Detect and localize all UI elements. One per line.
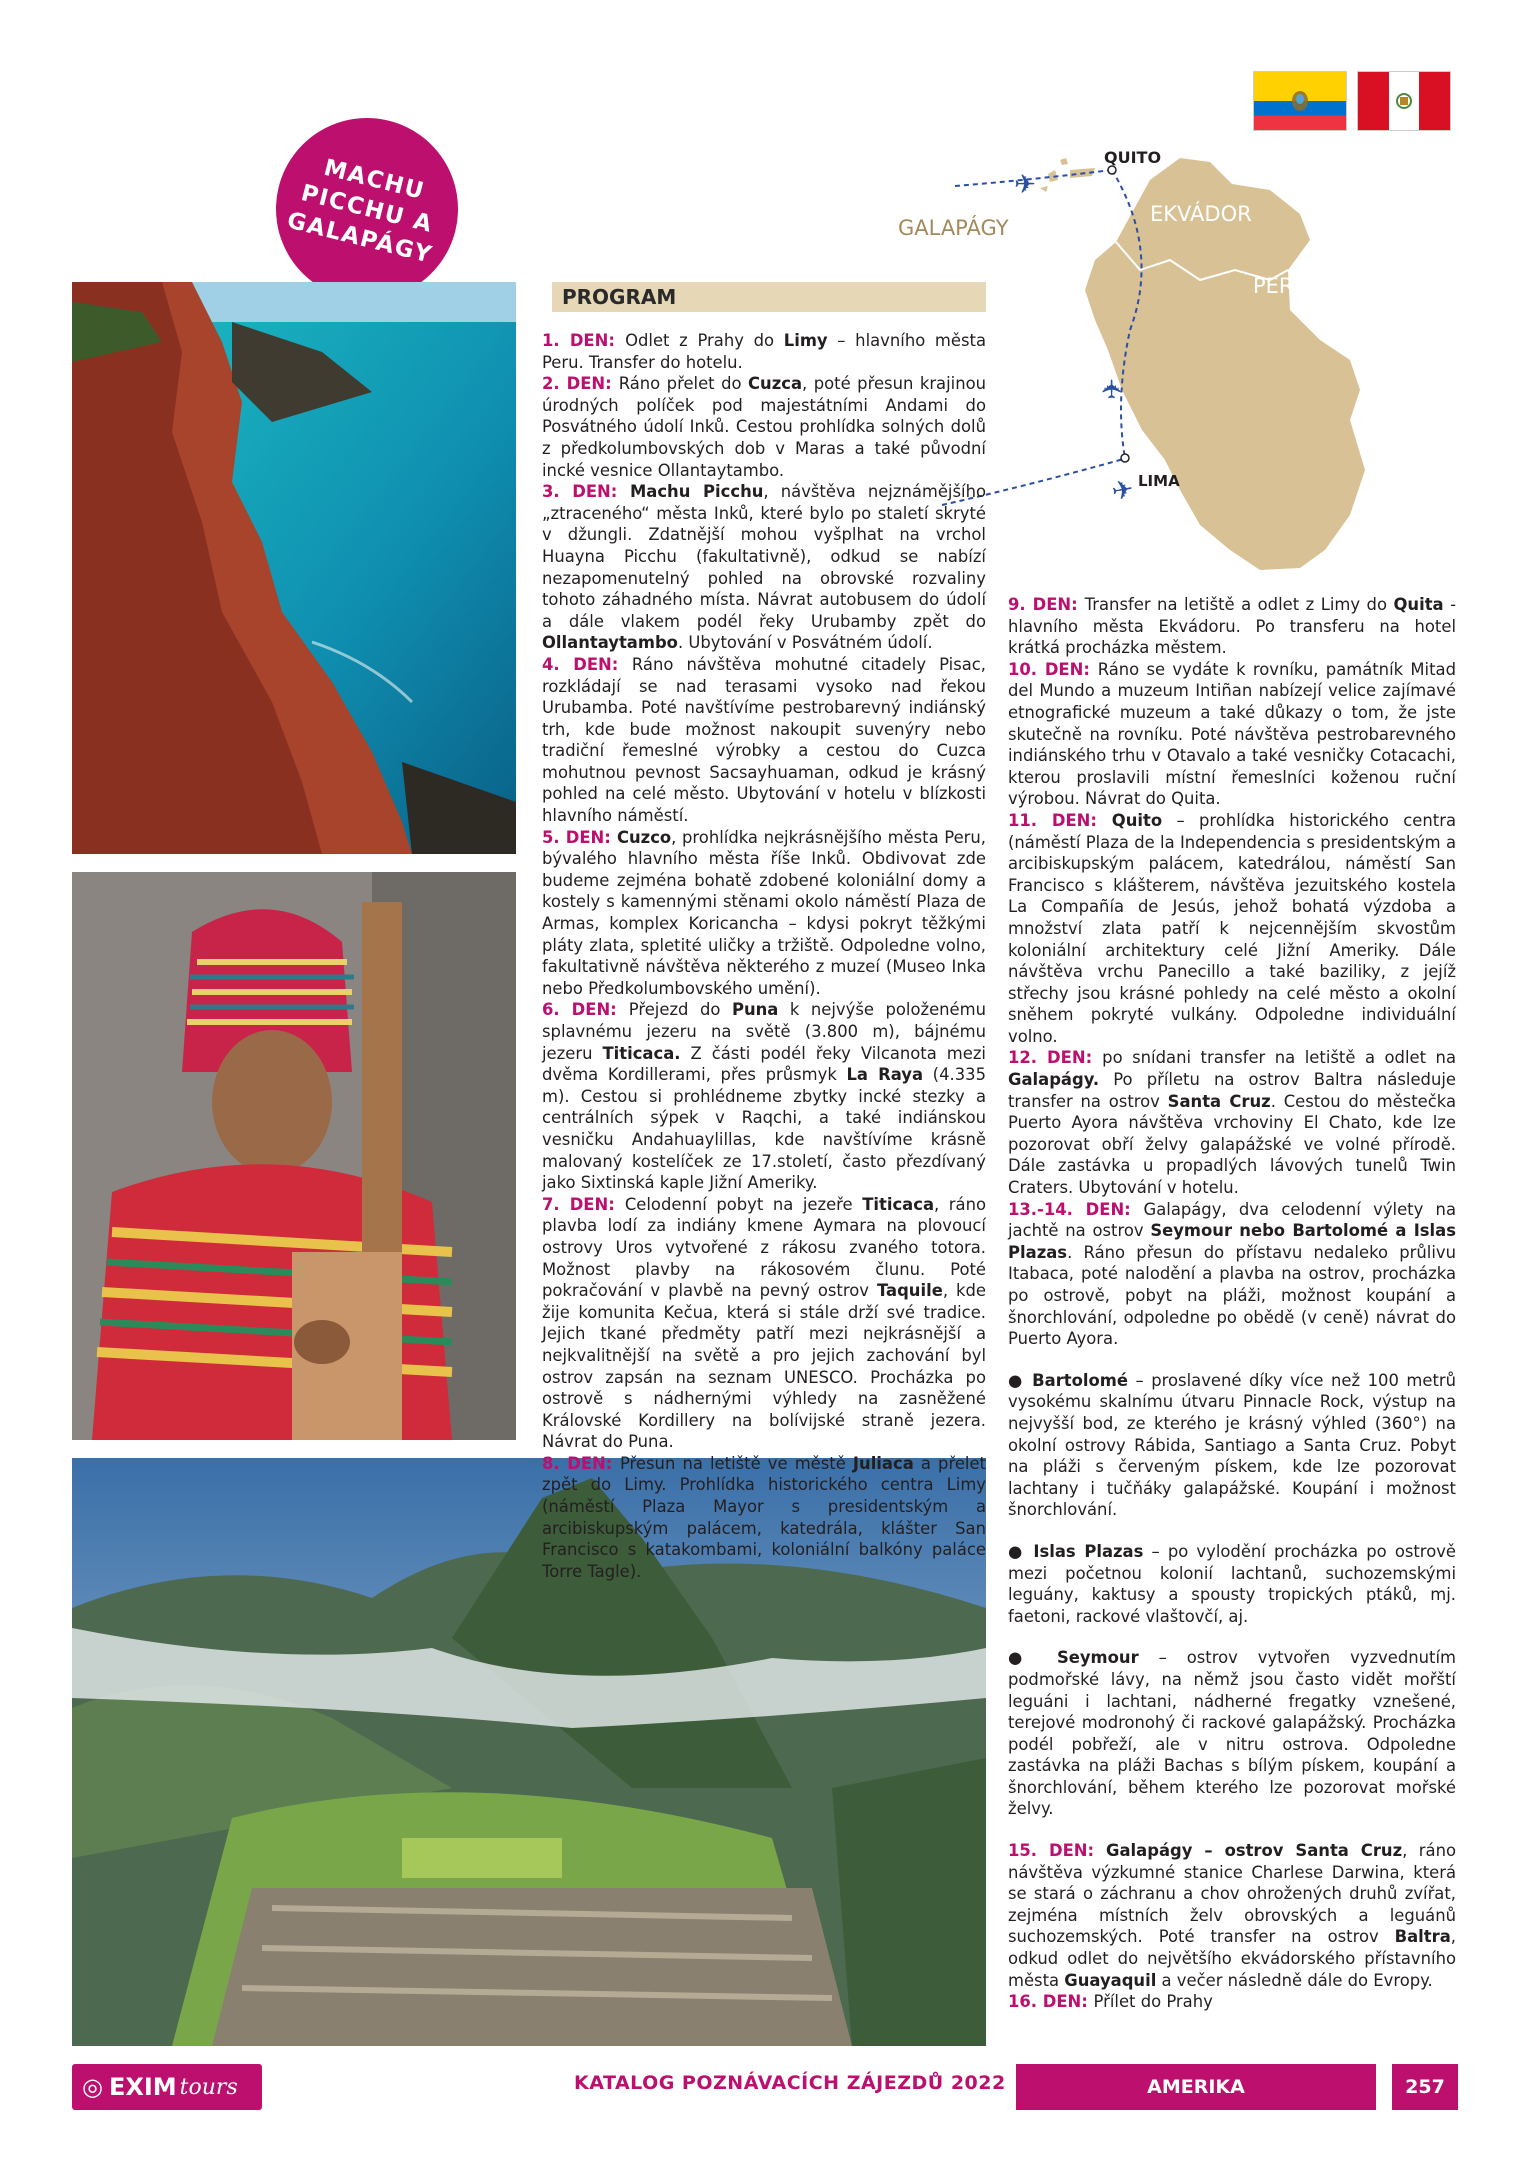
plane-icon: ✈	[1014, 170, 1036, 200]
map-label-ecuador: EKVÁDOR	[1150, 202, 1252, 226]
map-label-peru: PERU	[1253, 274, 1309, 298]
body-text: a večer následně dále do Evropy.	[1156, 1970, 1433, 1990]
program-paragraph	[1008, 659, 1456, 810]
day-label: 2. DEN:	[542, 374, 619, 394]
body-text: ●	[1008, 1370, 1033, 1390]
badge-text: MACHU PICCHU A GALAPÁGY	[284, 154, 436, 269]
program-paragraph	[542, 654, 986, 827]
body-text: , kde žije komunita Kečua, která si stále drží své tradice. Jejich tkané předměty patří mezi nejkrásnější a nejkvalitnější na světě a pro jejich zachování byl ostrov zapsán na seznam UNESCO. Procházka po ostrově s nádhernými výhledy na zasněžené Královské Kordillery na bolívijské straně jezera. Návrat do Puna.	[542, 1281, 986, 1452]
body-text: – ostrov vytvořen vyzvednutím podmořské lávy, na němž jsou často vidět mořští leguáni i lachtani, nádherné fregatky vznešené, terejové modronohý či rackové galapážský. Procházka podél pobřeží, ale v nitru ostrova. Odpoledne zastávka na pláži Bachas s bílým pískem, koupání a šnorchlování, během kterého lze pozorovat mořské želvy.	[1008, 1648, 1456, 1819]
day-label: 7. DEN:	[542, 1194, 625, 1214]
musician-photo	[72, 872, 516, 1440]
body-text: – prohlídka historického centra (náměstí Plaza de la Independencia s presidentským a arcibiskupským palácem, katedrálou, náměstí San Francisco s klášterem, návštěva jezuitského kostela La Compañía de Jesús, jehož bohatá výzdoba a množství zlata patří k nejcennějším skvostům koloniální architektury celé Jižní Ameriky. Dále návštěva vrchu Panecillo a také baziliky, z jejíž střechy jsou krásné pohledy na celé město a okolní sněhem pokryté vulkány. Odpoledne individuální volno.	[1008, 810, 1456, 1046]
bold-text: Galapágy.	[1008, 1070, 1100, 1090]
paragraph-gap	[1008, 1350, 1456, 1370]
ecuador-flag	[1254, 72, 1346, 130]
program-paragraph	[542, 999, 986, 1193]
day-label: 10. DEN:	[1008, 659, 1098, 679]
body-text: Přílet do Prahy	[1093, 1992, 1213, 2012]
program-paragraph	[1008, 1370, 1456, 1521]
bold-text: Guayaquil	[1064, 1970, 1157, 1990]
day-label: 12. DEN:	[1008, 1048, 1103, 1068]
day-label: 6. DEN:	[542, 1000, 629, 1020]
day-label: 16. DEN:	[1008, 1992, 1094, 2012]
day-label: 15. DEN:	[1008, 1841, 1107, 1861]
body-text: a přelet zpět do Limy. Prohlídka historického centra Limy (náměstí Plaza Mayor s presidentským a arcibiskupským palácem, katedrála, klášter San Francisco s katakombami, koloniální balkóny paláce Torre Tagle).	[542, 1453, 986, 1581]
program-paragraph	[542, 1194, 986, 1453]
program-heading: PROGRAM	[552, 282, 986, 312]
program-paragraph	[542, 373, 986, 481]
day-label: 5. DEN:	[542, 827, 617, 847]
program-paragraph	[542, 330, 986, 373]
map-label-galapagy: GALAPÁGY	[898, 216, 1009, 240]
program-paragraph	[1008, 594, 1456, 659]
bold-text: Juliaca	[852, 1453, 914, 1473]
logo-main: EXIM	[108, 2073, 177, 2101]
body-text: , ráno návštěva výzkumné stanice Charlese Darwina, která se stará o záchranu a chov ohrožených druhů zvířat, zejména místních želv obrovských a leguánů suchozemských. Poté transfer na ostrov	[1008, 1841, 1456, 1947]
program-paragraph	[1008, 810, 1456, 1048]
bold-text: Quita	[1393, 595, 1444, 614]
body-text: . Ráno přesun do přístavu nedaleko průlivu Itabaca, poté nalodění a plavba na ostrov, procházka po ostrově, pobyt na pláži, možnost koupání a šnorchlování, odpoledne po obědě (v ceně) návrat do Puerto Ayora.	[1008, 1242, 1456, 1349]
bold-text: Cuzco	[616, 827, 672, 847]
program-paragraph	[542, 827, 986, 1000]
program-paragraph	[1008, 1991, 1456, 2013]
body-text: . Cestou do městečka Puerto Ayora návštěva vrchoviny El Chato, kde lze pozorovat obří želvy galapážské ve volné přírodě. Dále zastávka u propadlých lávových tunelů Twin Craters. Ubytování v hotelu.	[1008, 1091, 1456, 1198]
peru-flag	[1358, 72, 1450, 130]
day-label: 11. DEN:	[1008, 810, 1112, 830]
body-text: k nejvýše položenému splavnému jezeru na světě (3.800 m), bájnému jezeru	[542, 1000, 986, 1063]
day-label: 8. DEN:	[542, 1453, 620, 1473]
program-paragraph	[1008, 1840, 1456, 1991]
bold-text: Taquile	[876, 1281, 943, 1301]
bold-text: La Raya	[846, 1065, 924, 1085]
day-label: 1. DEN:	[542, 331, 626, 350]
body-text: , poté přesun krajinou úrodných políček pod majestátními Andami do Posvátného údolí Inků. Cestou prohlídka solných dolů z předkolumbovských dob v Maras a také původní incké vesnice Ollantaytambo.	[542, 374, 987, 480]
body-text: , ráno plavba lodí za indiány kmene Aymara na plovoucí ostrovy Uros vytvořené z rákosu zvaného totora. Možnost plavby na rákosovém člunu. Poté pokračování v plavbě na pevný ostrov	[542, 1194, 986, 1301]
bold-text: Titicaca	[862, 1194, 935, 1214]
body-text: – hlavního města Peru. Transfer do hotelu.	[542, 331, 986, 372]
bold-text: Machu Picchu	[629, 482, 764, 502]
day-label: 9. DEN:	[1008, 595, 1085, 614]
bold-text: Titicaca.	[602, 1043, 681, 1063]
bold-text: Islas Plazas	[1033, 1541, 1144, 1561]
program-left-column	[542, 330, 986, 1582]
body-text: - hlavního města Ekvádoru. Po transferu na hotel krátká procházka městem.	[1008, 595, 1457, 658]
day-label: 3. DEN:	[542, 482, 630, 502]
bold-text: Bartolomé	[1032, 1370, 1128, 1390]
bold-text: Limy	[783, 331, 828, 350]
paragraph-gap	[1008, 1521, 1456, 1541]
coast-photo	[72, 282, 516, 854]
exim-tours-logo	[72, 2064, 262, 2110]
body-text: – proslavené díky více než 100 metrů vysokému skalnímu útvaru Pinnacle Rock, výstup na nejvyšší bod, ze kterého je krásný výhled (360°) na okolní ostrovy Rábida, Santiago a Santa Cruz. Pobyt na pláži s červeným pískem, kde lze pozorovat lachtany i tučňáky galapážské. Koupání i možnost šnorchlování.	[1008, 1370, 1457, 1520]
bold-text: Ollantaytambo	[542, 633, 678, 653]
body-text: Z části podél řeky Vilcanota mezi dvěma Kordillerami, přes průsmyk	[542, 1043, 986, 1085]
program-paragraph	[542, 481, 986, 654]
plane-icon: ✈	[1097, 378, 1128, 400]
program-paragraph	[542, 1453, 986, 1583]
body-text: Transfer na letiště a odlet z Limy do	[1084, 595, 1394, 614]
program-paragraph	[1008, 1647, 1456, 1820]
body-text: Po příletu na ostrov Baltra následuje transfer na ostrov	[1008, 1070, 1456, 1111]
program-paragraph	[1008, 1199, 1456, 1350]
body-text: Odlet z Prahy do	[625, 331, 784, 350]
section-label: AMERIKA	[1016, 2064, 1376, 2110]
plane-icon: ✈	[1109, 474, 1137, 508]
body-text: , odkud odlet do největšího ekvádorského přístavního města	[1008, 1927, 1456, 1990]
body-text: , návštěva nejznámějšího „ztraceného“ města Inků, které bylo po staletí skryté v džungli. Zdatnější mohou vyšplhat na vrchol Huayna Picchu (fakultativně), odkud se nabízí nezapomenutelný pohled na obrovské rozvaliny tohoto záhadného místa. Návrat autobusem do údolí a dále vlakem podél řeky Urubamby zpět do	[542, 482, 986, 631]
body-text: , prohlídka nejkrásnějšího města Peru, bývalého hlavního města říše Inků. Obdivovat zde budeme zejména bohatě zdobené koloniální domy a kostely s kamennými stěnami okolo náměstí Plaza de Armas, komplex Koricancha – kdysi pokryt těžkými pláty zlata, spletité uličky a tržiště. Odpoledne volno, fakultativně návštěva některého z muzeí (Museo Inka nebo Předkolumbovského umění).	[542, 827, 986, 998]
body-text: Galapágy, dva celodenní výlety na jachtě na ostrov	[1008, 1199, 1456, 1241]
body-text: ●	[1008, 1648, 1057, 1668]
paragraph-gap	[1008, 1820, 1456, 1840]
body-text: Celodenní pobyt na jezeře	[624, 1194, 863, 1214]
bold-text: Santa Cruz	[1167, 1091, 1271, 1111]
bold-text: Galapágy – ostrov Santa Cruz	[1106, 1841, 1403, 1861]
catalog-title: KATALOG POZNÁVACÍCH ZÁJEZDŮ 2022	[574, 2072, 1006, 2094]
day-label: 13.-14. DEN:	[1008, 1199, 1144, 1219]
bold-text: Quito	[1111, 810, 1163, 830]
body-text: (4.335 m). Cestou si prohlédneme zbytky incké stezky a centrálních sýpek v Raqchi, a také indiánskou vesničku Andahuaylillas, kde navštívíme krásně malovaný kostelíček ze 17.století, často přezdívaný jako Sixtinská kaple Jižní Ameriky.	[542, 1065, 987, 1193]
map-label-lima: LIMA	[1138, 472, 1180, 490]
logo-mark-icon: ◎	[82, 2073, 103, 2101]
page-number: 257	[1392, 2064, 1458, 2110]
body-text: . Ubytování v Posvátném údolí.	[677, 633, 933, 653]
body-text: – po vylodění procházka po ostrově mezi početnou kolonií lachtanů, suchozemskými leguány, kaktusy a spousty tropických ptáků, mj. faetoni, rackové vlaštovčí, aj.	[1008, 1541, 1457, 1626]
day-label: 4. DEN:	[542, 654, 632, 674]
program-paragraph	[1008, 1541, 1456, 1627]
logo-script: tours	[179, 2074, 238, 2100]
body-text: po snídani transfer na letiště a odlet na	[1102, 1048, 1456, 1068]
bold-text: Seymour nebo Bartolomé a Islas Plazas	[1008, 1221, 1456, 1262]
bold-text: Seymour	[1056, 1648, 1139, 1668]
body-text: Přejezd do	[628, 1000, 732, 1020]
body-text: Ráno přelet do	[618, 374, 749, 394]
body-text: Přesun na letiště ve městě	[619, 1453, 853, 1473]
program-right-column	[1008, 594, 1456, 2013]
bold-text: Puna	[731, 1000, 779, 1020]
bold-text: Cuzca	[748, 374, 803, 394]
map-label-quito: QUITO	[1104, 148, 1162, 167]
body-text: Ráno se vydáte k rovníku, památník Mitad del Mundo a muzeum Intiñan nabízejí velice zajímavé etnografické muzeum a také důkazy o tom, že jste skutečně na rovníku. Poté návštěva pestrobarevného indiánského trhu v Otavalo a také vesničky Cotacachi, kterou proslavili místní řemeslníci koženou ruční výrobou. Návrat do Quita.	[1008, 659, 1456, 809]
body-text: ●	[1008, 1541, 1034, 1561]
paragraph-gap	[1008, 1627, 1456, 1647]
body-text: Ráno návštěva mohutné citadely Pisac, rozkládají se nad terasami vysoko nad řekou Urubamba. Poté navštívíme pestrobarevný indiánský trh, kde bude možnost nakoupit suvenýry nebo tradiční řemeslné výrobky a cestou do Cuzca mohutnou pevnost Sacsayhuaman, odkud je krásný pohled na celé město. Ubytování v hotelu v blízkosti hlavního náměstí.	[542, 654, 986, 826]
bold-text: Baltra	[1394, 1927, 1451, 1947]
program-paragraph	[1008, 1047, 1456, 1198]
